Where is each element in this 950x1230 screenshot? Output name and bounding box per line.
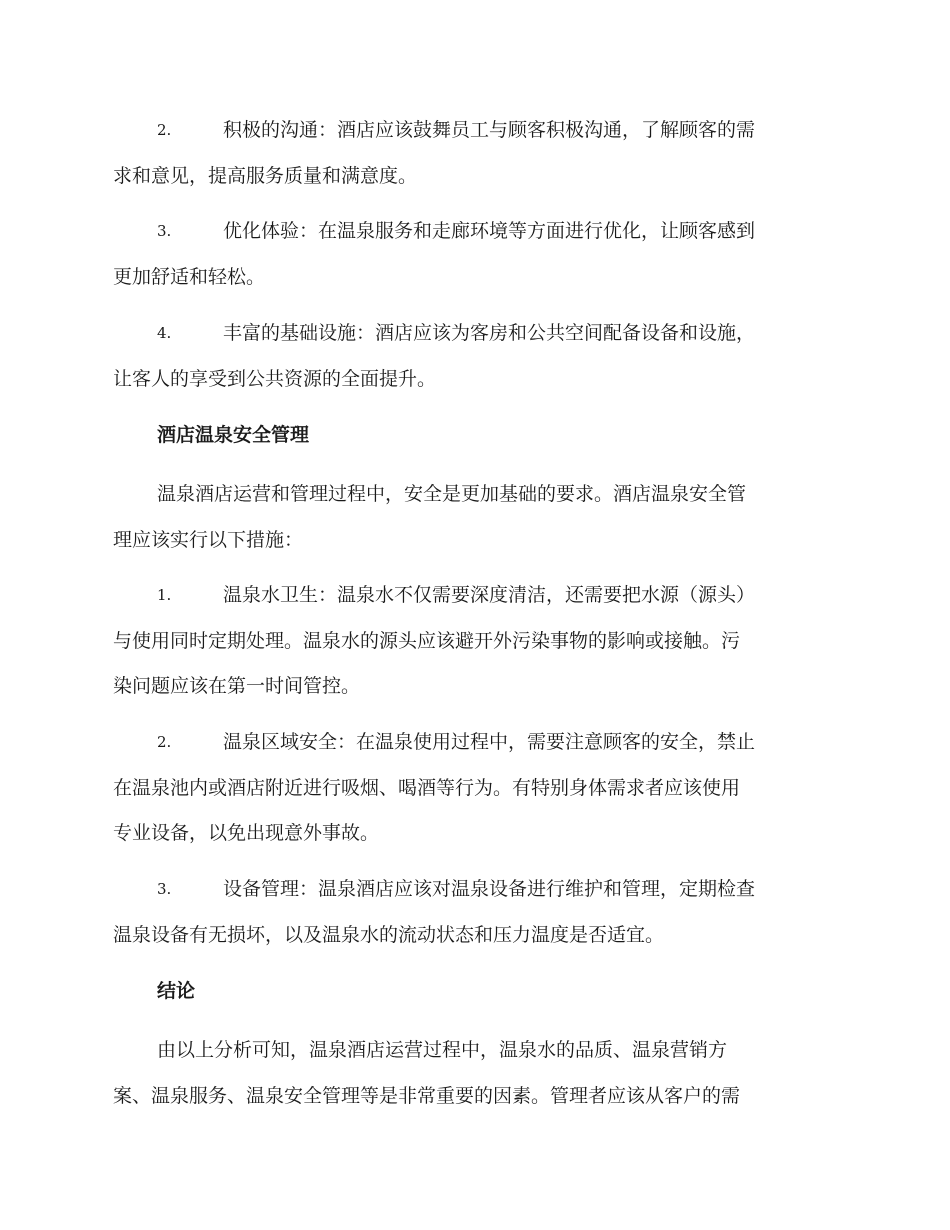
paragraph-line: 案、温泉服务、温泉安全管理等是非常重要的因素。管理者应该从客户的需: [113, 1084, 741, 1107]
list-item: [113, 209, 833, 300]
list-number: 2.: [157, 121, 172, 139]
list-number: 1.: [157, 586, 172, 604]
list-item: [113, 311, 833, 402]
paragraph-line: 温泉设备有无损坏，以及温泉水的流动状态和压力温度是否适宜。: [113, 923, 665, 946]
paragraph-line: 积极的沟通：酒店应该鼓舞员工与顾客积极沟通，了解顾客的需: [223, 119, 756, 141]
paragraph-line: 设备管理：温泉酒店应该对温泉设备进行维护和管理，定期检查: [223, 878, 756, 900]
paragraph-line: 在温泉池内或酒店附近进行吸烟、喝酒等行为。有特别身体需求者应该使用: [113, 776, 741, 799]
paragraph-line: 温泉酒店运营和管理过程中，安全是更加基础的要求。酒店温泉安全管: [157, 483, 747, 505]
list-item: [113, 720, 833, 857]
paragraph-line: 让客人的享受到公共资源的全面提升。: [113, 367, 437, 390]
paragraph-line: 温泉水卫生：温泉水不仅需要深度清洁，还需要把水源（源头）: [223, 584, 756, 606]
list-item: [113, 867, 833, 958]
section-heading: 酒店温泉安全管理: [157, 424, 310, 446]
list-item: [113, 573, 833, 710]
paragraph-line: 温泉区域安全：在温泉使用过程中，需要注意顾客的安全，禁止: [223, 731, 756, 753]
paragraph-line: 由以上分析可知，温泉酒店运营过程中，温泉水的品质、温泉营销方: [157, 1039, 728, 1061]
paragraph-line: 染问题应该在第一时间管控。: [113, 675, 361, 697]
list-number: 4.: [157, 324, 172, 342]
paragraph-line: 求和意见，提高服务质量和满意度。: [113, 164, 418, 187]
paragraph-line: 与使用同时定期处理。温泉水的源头应该避开外污染事物的影响或接触。污: [113, 629, 741, 652]
paragraph: [113, 472, 833, 563]
section-heading: 结论: [157, 980, 196, 1002]
list-number: 2.: [157, 733, 172, 751]
paragraph-line: 理应该实行以下措施：: [113, 528, 304, 551]
list-number: 3.: [157, 222, 172, 240]
paragraph-line: 更加舒适和轻松。: [113, 265, 266, 288]
paragraph: [113, 1028, 833, 1119]
paragraph-line: 丰富的基础设施：酒店应该为客房和公共空间配备设备和设施，: [223, 322, 756, 344]
list-item: [113, 108, 833, 199]
paragraph-line: 优化体验：在温泉服务和走廊环境等方面进行优化，让顾客感到: [223, 220, 756, 242]
list-number: 3.: [157, 880, 172, 898]
paragraph-line: 专业设备，以免出现意外事故。: [113, 822, 380, 844]
